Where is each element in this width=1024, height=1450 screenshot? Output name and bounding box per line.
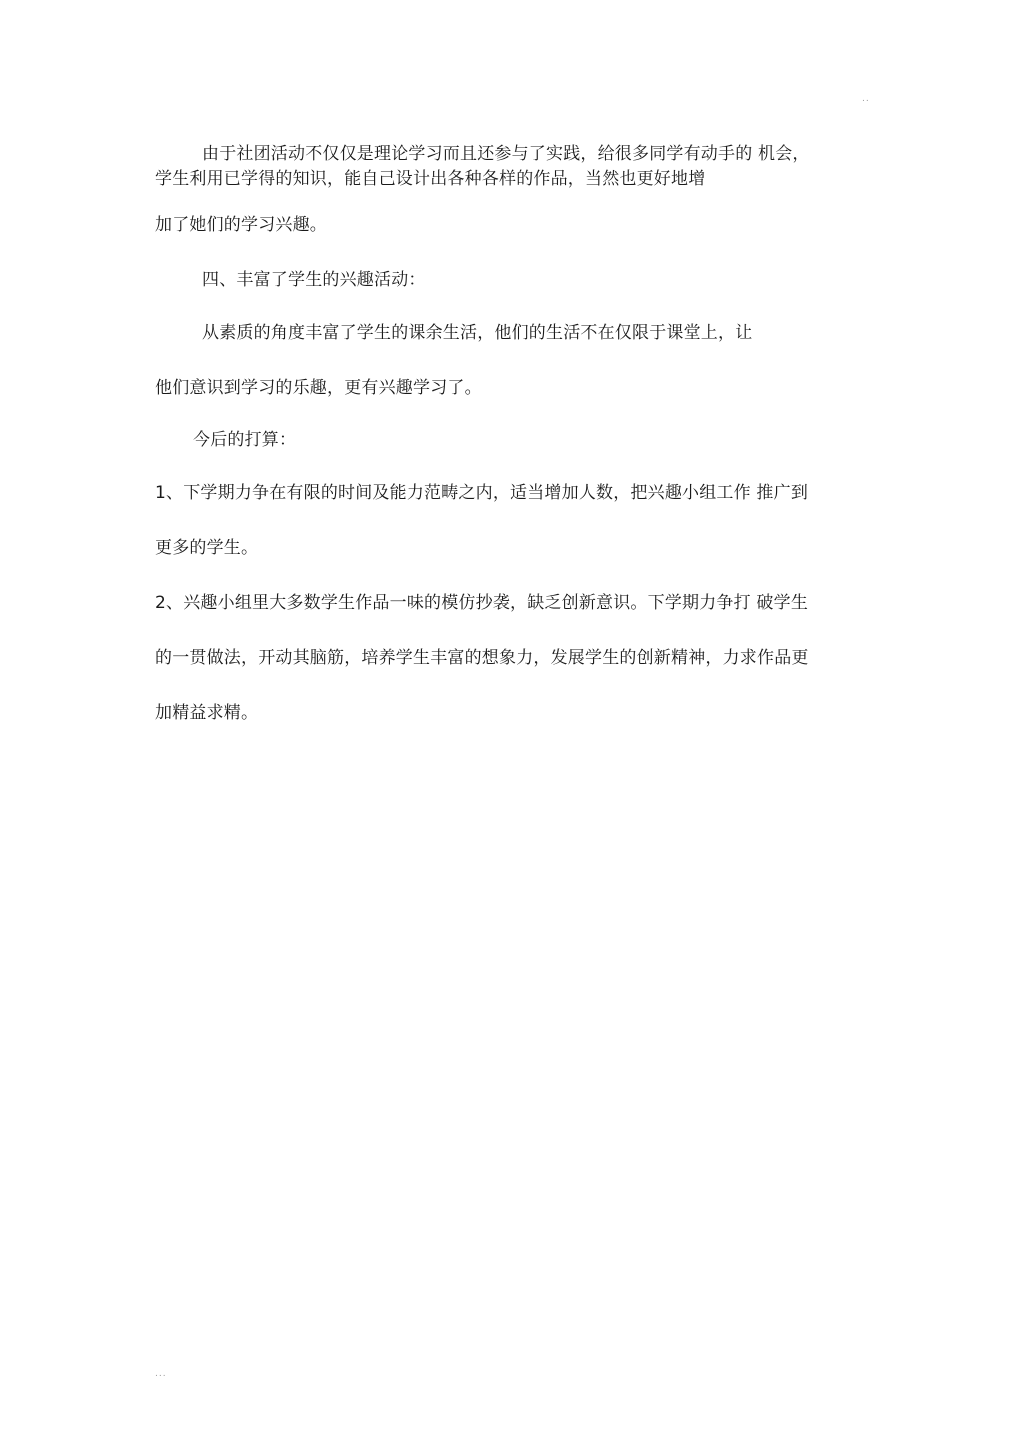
list-item-line: 加精益求精。	[155, 703, 259, 723]
list-item-line: 1、下学期力争在有限的时间及能力范畴之内，适当增加人数，把兴趣小组工作 推广到	[155, 483, 809, 503]
paragraph-line: 从素质的角度丰富了学生的课余生活，他们的生活不在仅限于课堂上，让	[202, 323, 753, 343]
list-item-line: 2、兴趣小组里大多数学生作品一味的模仿抄袭，缺乏创新意识。下学期力争打 破学生	[155, 593, 809, 613]
section-heading: 今后的打算：	[193, 430, 297, 450]
header-mark: ..	[862, 94, 870, 104]
paragraph-line: 他们意识到学习的乐趣，更有兴趣学习了。	[155, 378, 482, 398]
list-item-line: 更多的学生。	[155, 538, 259, 558]
footer-mark: ...	[155, 1369, 167, 1379]
paragraph-line: 加了她们的学习兴趣。	[155, 215, 327, 235]
paragraph-line: 由于社团活动不仅仅是理论学习而且还参与了实践，给很多同学有动手的 机会，	[202, 144, 810, 164]
paragraph-line: 学生利用已学得的知识，能自己设计出各种各样的作品，当然也更好地增	[155, 169, 706, 189]
section-heading: 四、丰富了学生的兴趣活动：	[202, 270, 426, 290]
list-item-line: 的一贯做法，开动其脑筋，培养学生丰富的想象力，发展学生的创新精神，力求作品更	[155, 648, 809, 668]
